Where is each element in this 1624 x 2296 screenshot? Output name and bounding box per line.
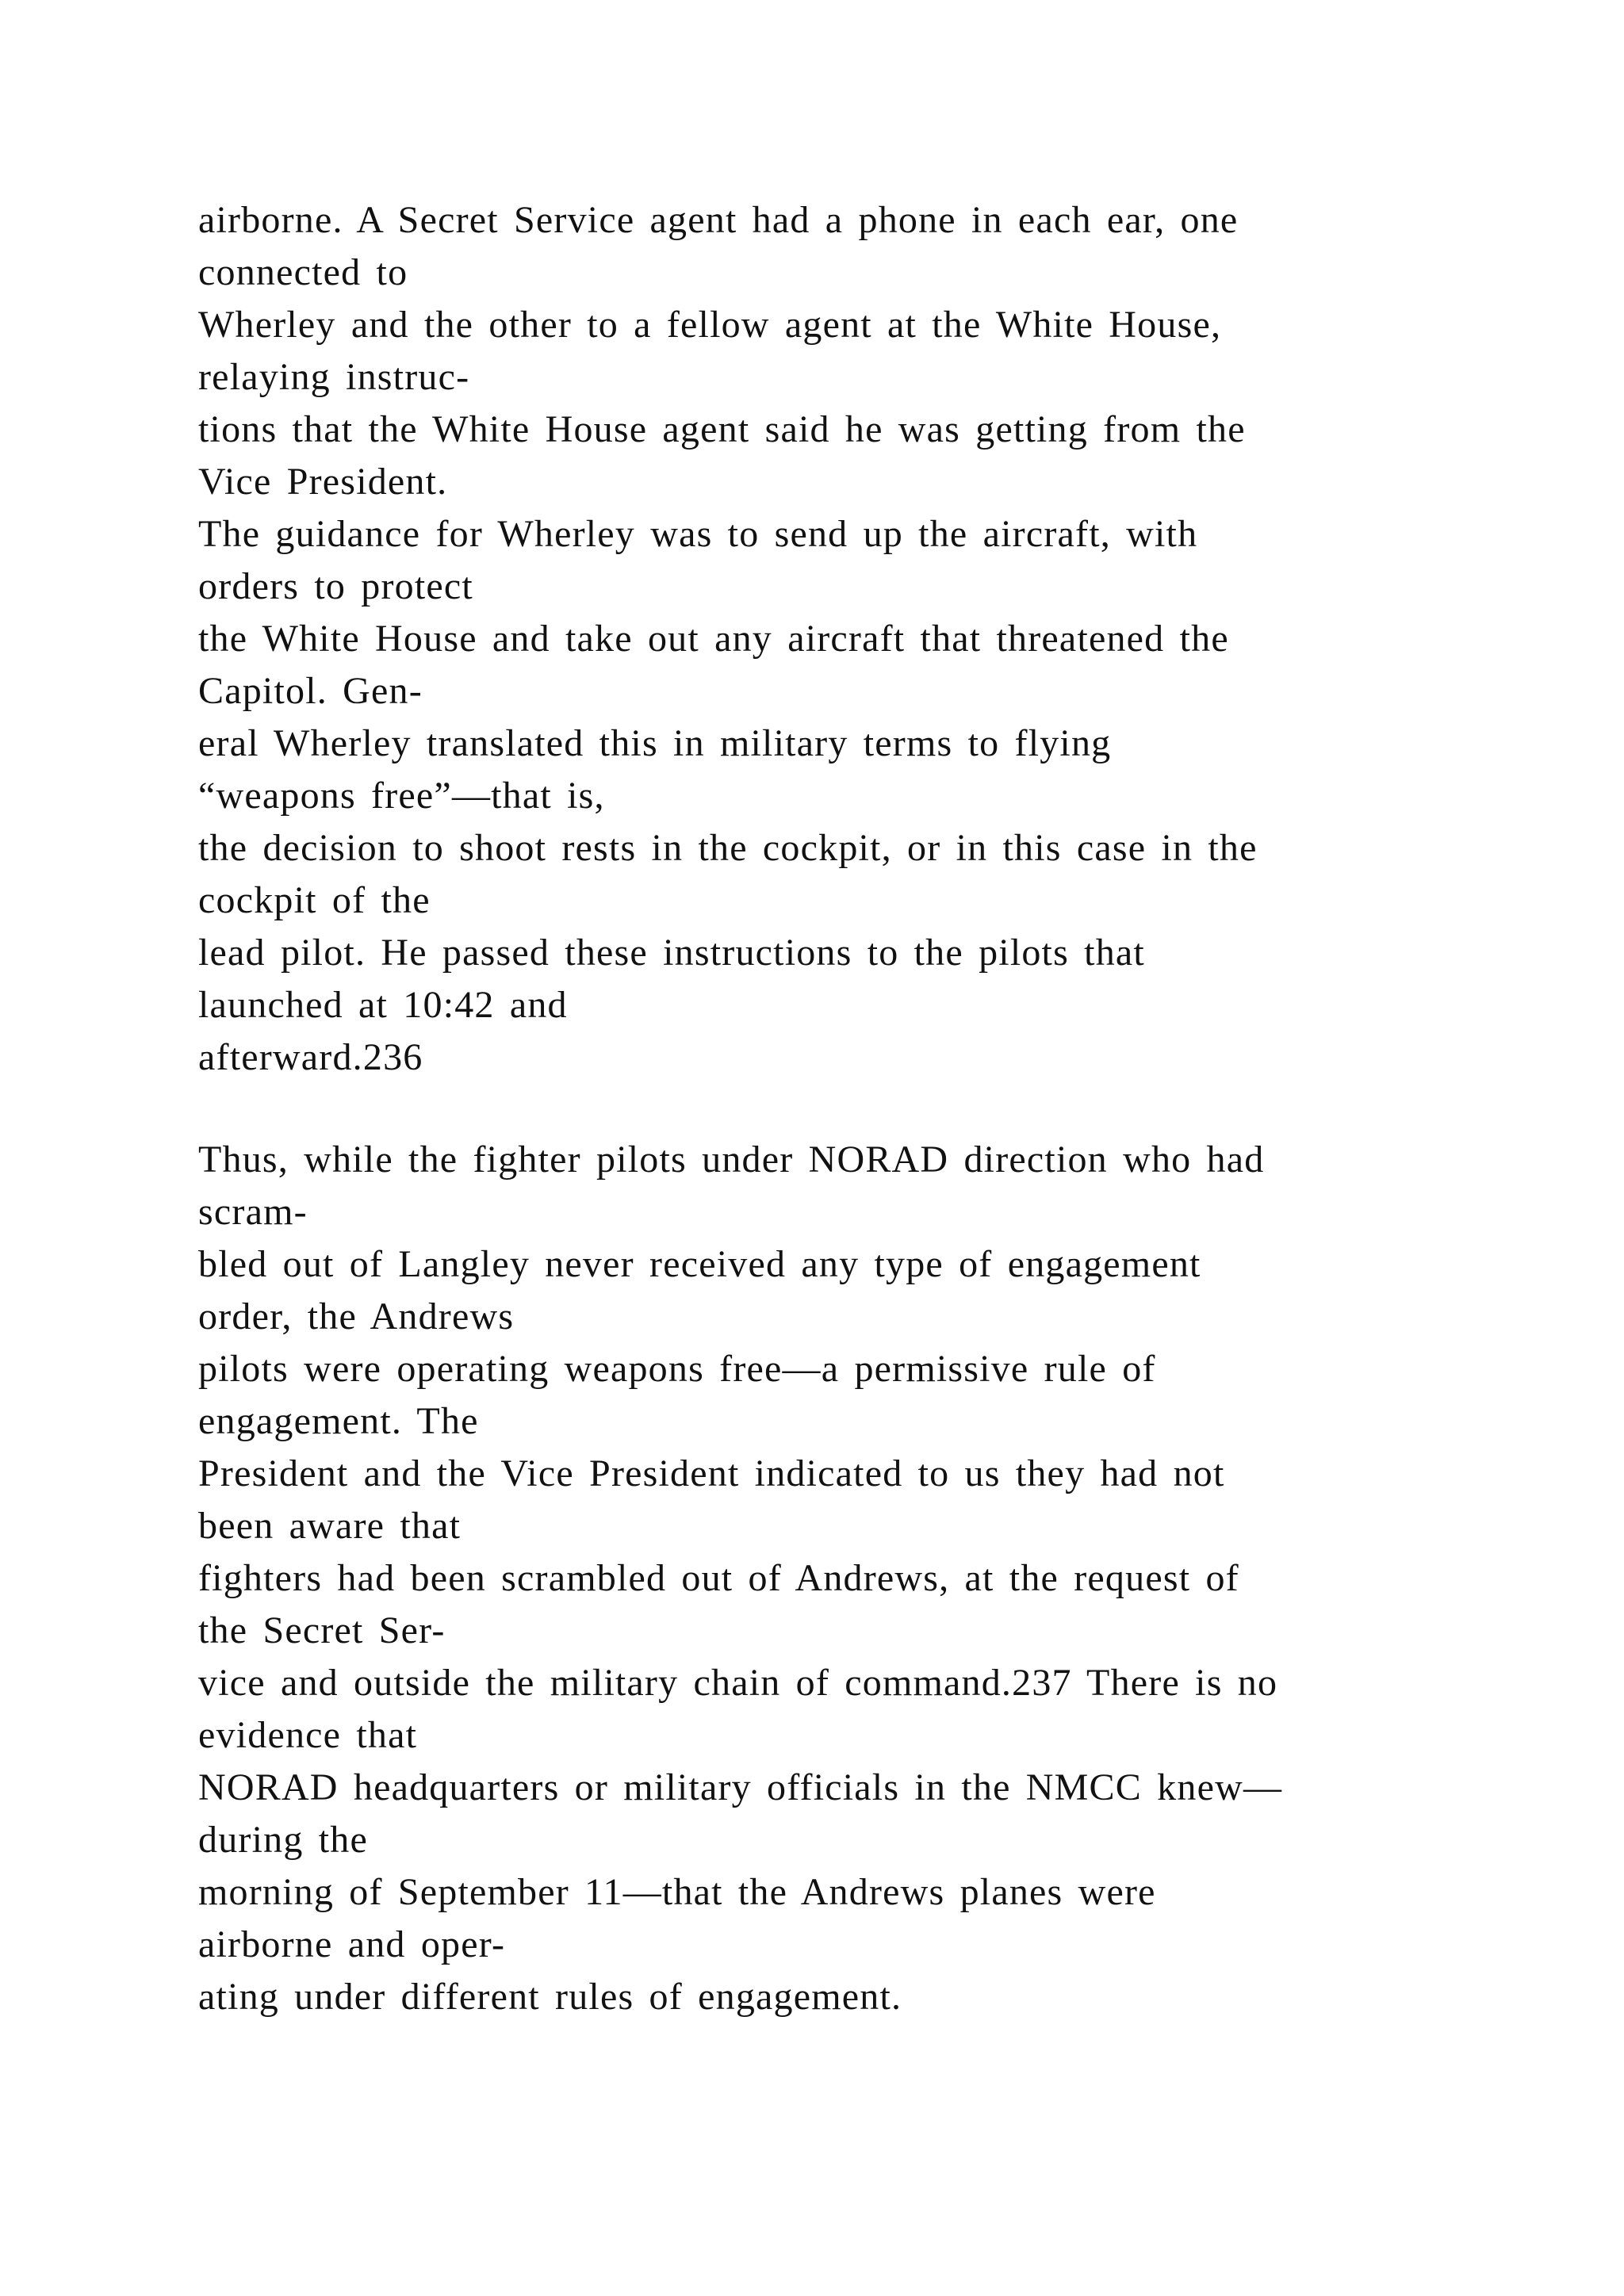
text-line: pilots were operating weapons free—a permissive rule of: [198, 1348, 1156, 1390]
text-line: fighters had been scrambled out of Andrews, at the request of: [198, 1557, 1239, 1599]
text-line: airborne and oper-: [198, 1923, 506, 1965]
text-line: the Secret Ser-: [198, 1609, 446, 1651]
text-line: Thus, while the fighter pilots under NORAD direction who had: [198, 1138, 1265, 1181]
text-line: afterward.236: [198, 1036, 423, 1078]
text-line: orders to protect: [198, 565, 473, 607]
text-line: The guidance for Wherley was to send up the aircraft, with: [198, 513, 1198, 555]
text-line: morning of September 11—that the Andrews planes were: [198, 1871, 1156, 1913]
text-line: during the: [198, 1819, 368, 1861]
text-line: evidence that: [198, 1714, 418, 1756]
text-line: NORAD headquarters or military officials in the NMCC knew—: [198, 1766, 1283, 1808]
paragraph-2: [198, 1134, 1515, 2023]
text-line: airborne. A Secret Service agent had a phone in each ear, one: [198, 199, 1239, 241]
text-line: cockpit of the: [198, 879, 431, 921]
text-line: bled out of Langley never received any type of engagement: [198, 1243, 1201, 1285]
text-line: order, the Andrews: [198, 1295, 515, 1337]
text-line: President and the Vice President indicated to us they had not: [198, 1452, 1225, 1494]
text-line: Wherley and the other to a fellow agent at the White House,: [198, 304, 1222, 346]
text-line: vice and outside the military chain of command.237 There is no: [198, 1662, 1278, 1704]
text-line: Capitol. Gen-: [198, 670, 423, 712]
text-line: ating under different rules of engagement.: [198, 1976, 902, 2018]
text-line: connected to: [198, 251, 408, 293]
text-line: Vice President.: [198, 461, 448, 503]
paragraph-1: [198, 194, 1515, 1084]
text-line: the White House and take out any aircraft that threatened the: [198, 618, 1229, 660]
text-line: tions that the White House agent said he was getting from the: [198, 408, 1246, 450]
text-line: engagement. The: [198, 1400, 479, 1442]
text-line: eral Wherley translated this in military terms to flying: [198, 722, 1112, 764]
text-line: relaying instruc-: [198, 356, 470, 398]
text-line: lead pilot. He passed these instructions to the pilots that: [198, 932, 1145, 974]
text-line: been aware that: [198, 1505, 462, 1547]
text-line: the decision to shoot rests in the cockpit, or in this case in the: [198, 827, 1258, 869]
text-line: “weapons free”—that is,: [198, 775, 605, 817]
text-line: scram-: [198, 1191, 308, 1233]
text-line: launched at 10:42 and: [198, 984, 568, 1026]
